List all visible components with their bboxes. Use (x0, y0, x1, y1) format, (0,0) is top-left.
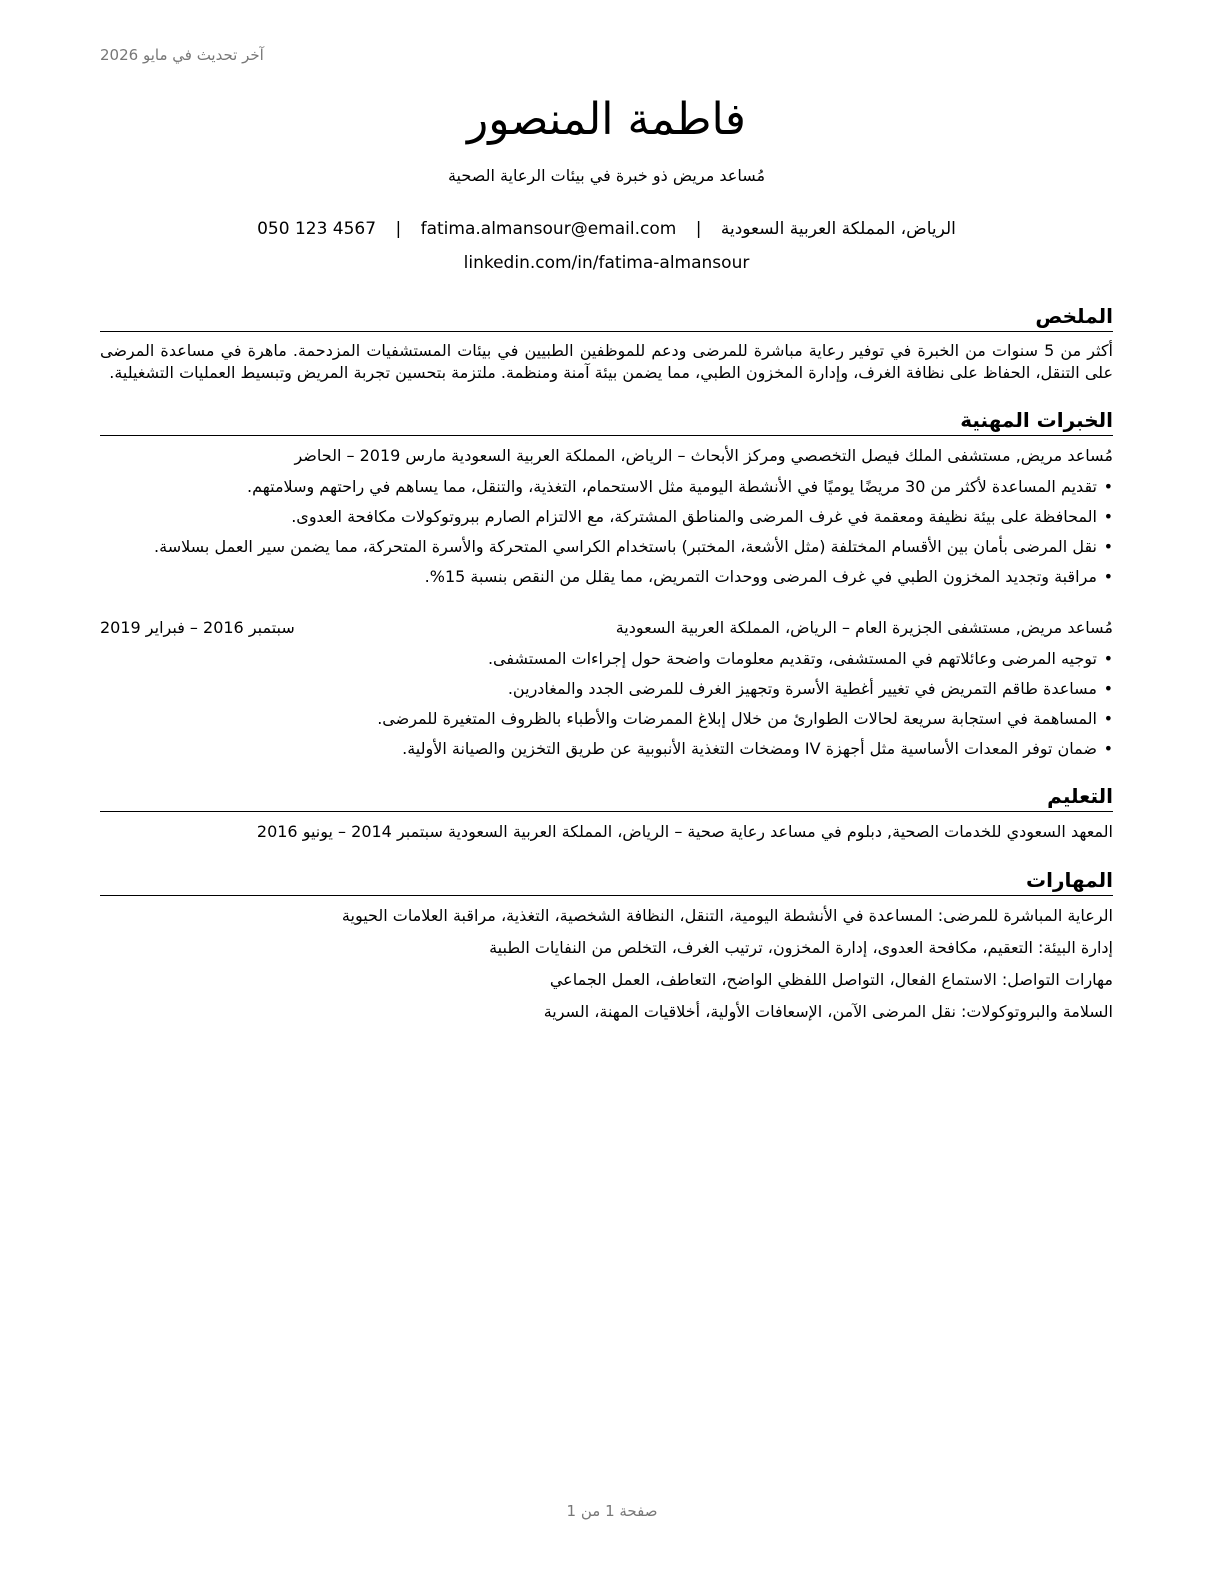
job-heading (100, 444, 1113, 468)
candidate-name: فاطمة المنصور (467, 94, 746, 145)
summary-heading: الملخص (100, 302, 1113, 332)
contact-linkedin[interactable]: linkedin.com/in/fatima-almansour (463, 253, 750, 273)
linkedin-line (100, 246, 1113, 280)
job-bullet: • مراقبة وتجديد المخزون الطبي في غرف المرضى ووحدات التمريض، مما يقلل من النقص بنسبة 15%. (100, 566, 1113, 588)
job-bullet: • المساهمة في استجابة سريعة لحالات الطوارئ من خلال إبلاغ الممرضات والأطباء بالظروف المتغيرة للمرضى. (100, 708, 1113, 730)
skills-list (100, 904, 1113, 1024)
skills-heading: المهارات (100, 866, 1113, 896)
skill-line: السلامة والبروتوكولات: نقل المرضى الآمن، الإسعافات الأولية، أخلاقيات المهنة، السرية (543, 1002, 1113, 1021)
contact-email[interactable]: fatima.almansour@email.com (420, 219, 677, 239)
job-title-org: مُساعد مريض, مستشفى الملك فيصل التخصصي ومركز الأبحاث – الرياض، المملكة العربية السعودية مارس 2019 – الحاضر (294, 446, 1113, 465)
job-heading (100, 616, 1113, 640)
job-bullets (100, 476, 1113, 588)
job-entry (100, 616, 1113, 760)
job-bullets (100, 648, 1113, 760)
resume-page (100, 90, 1113, 1024)
contact-separator: | (695, 219, 702, 239)
job-bullet: • توجيه المرضى وعائلاتهم في المستشفى، وتقديم معلومات واضحة حول إجراءات المستشفى. (100, 648, 1113, 670)
job-title-org: مُساعد مريض, مستشفى الجزيرة العام – الرياض، المملكة العربية السعودية (615, 618, 1113, 637)
job-bullet: • مساعدة طاقم التمريض في تغيير أغطية الأسرة وتجهيز الغرف للمرضى الجدد والمغادرين. (100, 678, 1113, 700)
job-entry (100, 444, 1113, 588)
contact-location: الرياض، المملكة العربية السعودية (720, 219, 956, 239)
job-bullet: • المحافظة على بيئة نظيفة ومعقمة في غرف المرضى والمناطق المشتركة، مع الالتزام الصارم ببروتوكولات مكافحة العدوى. (100, 506, 1113, 528)
skill-line: إدارة البيئة: التعقيم، مكافحة العدوى، إدارة المخزون، ترتيب الغرف، التخلص من النفايات الطبية (489, 938, 1113, 957)
last-updated-note: آخر تحديث في مايو 2026 (100, 46, 264, 64)
contact-phone: 050 123 4567 (257, 219, 377, 239)
job-bullet: • ضمان توفر المعدات الأساسية مثل أجهزة IV ومضخات التغذية الأنبوبية عن طريق التخزين والصيانة الأولية. (100, 738, 1113, 760)
contact-separator: | (395, 219, 402, 239)
contact-line (100, 212, 1113, 246)
experience-heading: الخبرات المهنية (100, 406, 1113, 436)
skill-line: الرعاية المباشرة للمرضى: المساعدة في الأنشطة اليومية، التنقل، النظافة الشخصية، التغذية، مراقبة العلامات الحيوية (341, 906, 1113, 925)
education-entry: المعهد السعودي للخدمات الصحية, دبلوم في مساعد رعاية صحية – الرياض، المملكة العربية السعودية سبتمبر 2014 – يونيو 2016 (256, 822, 1113, 841)
education-heading: التعليم (100, 782, 1113, 812)
job-bullet: • نقل المرضى بأمان بين الأقسام المختلفة (مثل الأشعة، المختبر) باستخدام الكراسي المتحركة والأسرة المتحركة، مما يضمن سير العمل بسلاسة. (100, 536, 1113, 558)
skill-line: مهارات التواصل: الاستماع الفعال، التواصل اللفظي الواضح، التعاطف، العمل الجماعي (549, 970, 1113, 989)
page-number: صفحة 1 من 1 (566, 1502, 658, 1520)
job-bullet: • تقديم المساعدة لأكثر من 30 مريضًا يوميًا في الأنشطة اليومية مثل الاستحمام، التغذية، والتنقل، مما يساهم في راحتهم وسلامتهم. (100, 476, 1113, 498)
summary-text: أكثر من 5 سنوات من الخبرة في توفير رعاية مباشرة للمرضى ودعم للموظفين الطبيين في بيئات المستشفيات المزدحمة. ماهرة في مساعدة المرضى على التنقل، الحفاظ على نظافة الغرف، وإدارة المخزون الطبي، مما يضمن بيئة آمنة ومنظمة. ملتزمة بتحسين تجربة المريض وتبسيط العمليات التشغيلية. (100, 341, 1114, 382)
job-dates: سبتمبر 2016 – فبراير 2019 (100, 618, 295, 637)
candidate-subtitle: مُساعد مريض ذو خبرة في بيئات الرعاية الصحية (447, 166, 766, 185)
